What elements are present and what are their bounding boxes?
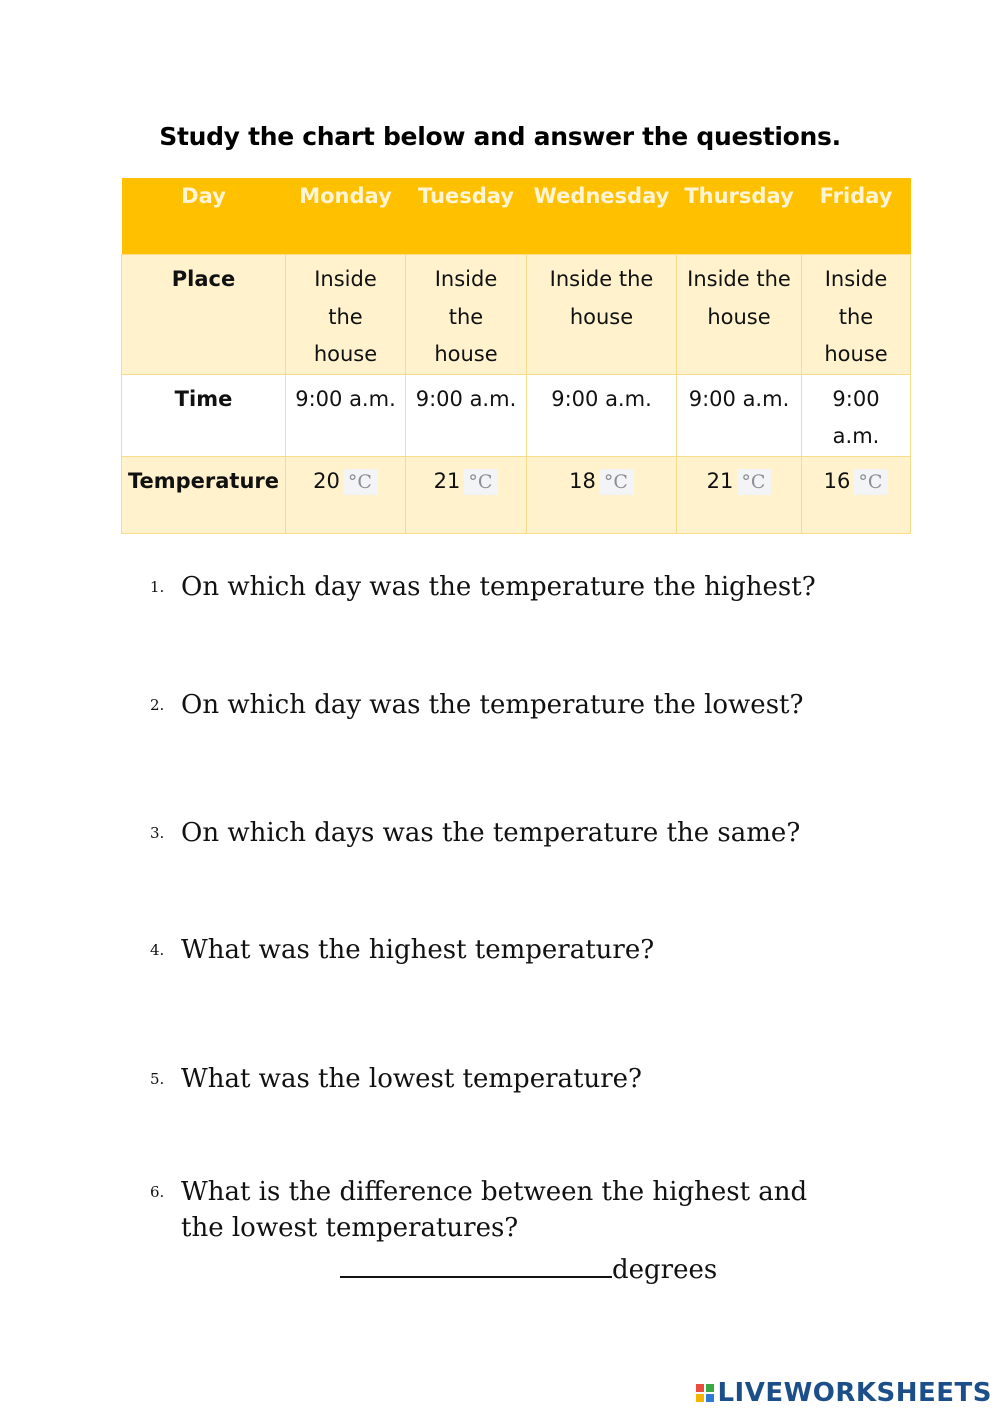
question-text: On which day was the temperature the lowest? (181, 690, 804, 720)
celsius-unit: °C (600, 469, 634, 495)
celsius-unit: °C (464, 469, 498, 495)
answer-line (340, 1248, 717, 1285)
header-tuesday: Tuesday (406, 178, 527, 255)
temperature-value: 18 (569, 468, 596, 493)
place-cell: Inside the house (527, 255, 677, 375)
logo-square (706, 1394, 714, 1402)
time-cell: 9:00 a.m. (802, 374, 911, 456)
question-number: 4. (150, 941, 165, 959)
temperature-cell (802, 456, 911, 533)
question-text: On which days was the temperature the same? (181, 818, 801, 848)
question-1 (150, 569, 910, 605)
header-friday: Friday (802, 178, 911, 255)
place-cell: Inside the house (677, 255, 802, 375)
header-row (122, 178, 911, 255)
place-row (122, 255, 911, 375)
worksheet-heading: Study the chart below and answer the questions. (159, 122, 841, 151)
place-cell: Inside the house (802, 255, 911, 375)
header-thursday: Thursday (677, 178, 802, 255)
temperature-value: 21 (706, 468, 734, 493)
temperature-label: Temperature (122, 456, 286, 533)
question-3 (150, 815, 910, 851)
time-label: Time (122, 374, 286, 456)
temperature-value: 21 (433, 468, 461, 493)
temperature-cell (527, 456, 677, 533)
header-monday: Monday (286, 178, 406, 255)
place-label: Place (122, 255, 286, 375)
time-cell: 9:00 a.m. (286, 374, 406, 456)
question-text: What was the highest temperature? (181, 935, 655, 965)
logo-text: LIVEWORKSHEETS (717, 1378, 992, 1408)
question-number: 3. (150, 824, 165, 842)
temperature-cell (286, 456, 406, 533)
temperature-cell (406, 456, 527, 533)
place-cell: Inside the house (406, 255, 527, 375)
answer-blank[interactable] (340, 1248, 612, 1278)
question-5 (150, 1061, 910, 1097)
question-2 (150, 687, 910, 723)
question-text: What is the difference between the highest and the lowest temperatures? (181, 1177, 808, 1243)
logo-mark-icon (696, 1384, 714, 1402)
logo-square (706, 1384, 714, 1392)
question-number: 1. (150, 578, 165, 596)
question-4 (150, 932, 910, 968)
question-6 (150, 1174, 850, 1246)
question-number: 2. (150, 696, 165, 714)
header-wednesday: Wednesday (527, 178, 677, 255)
time-cell: 9:00 a.m. (527, 374, 677, 456)
header-day: Day (122, 178, 286, 255)
temperature-cell (677, 456, 802, 533)
time-cell: 9:00 a.m. (406, 374, 527, 456)
logo-square (696, 1384, 704, 1392)
question-number: 6. (150, 1183, 165, 1201)
liveworksheets-logo (696, 1378, 992, 1408)
celsius-unit: °C (854, 469, 888, 495)
temperature-value: 16 (823, 468, 851, 493)
answer-suffix: degrees (612, 1255, 718, 1285)
celsius-unit: °C (737, 469, 771, 495)
question-text: What was the lowest temperature? (181, 1064, 642, 1094)
question-text: On which day was the temperature the highest? (181, 572, 816, 602)
place-cell: Inside the house (286, 255, 406, 375)
time-row (122, 374, 911, 456)
temperature-value: 20 (313, 468, 340, 493)
temperature-row (122, 456, 911, 533)
celsius-unit: °C (344, 469, 378, 495)
logo-square (696, 1394, 704, 1402)
temperature-chart (121, 178, 911, 534)
time-cell: 9:00 a.m. (677, 374, 802, 456)
question-number: 5. (150, 1070, 165, 1088)
